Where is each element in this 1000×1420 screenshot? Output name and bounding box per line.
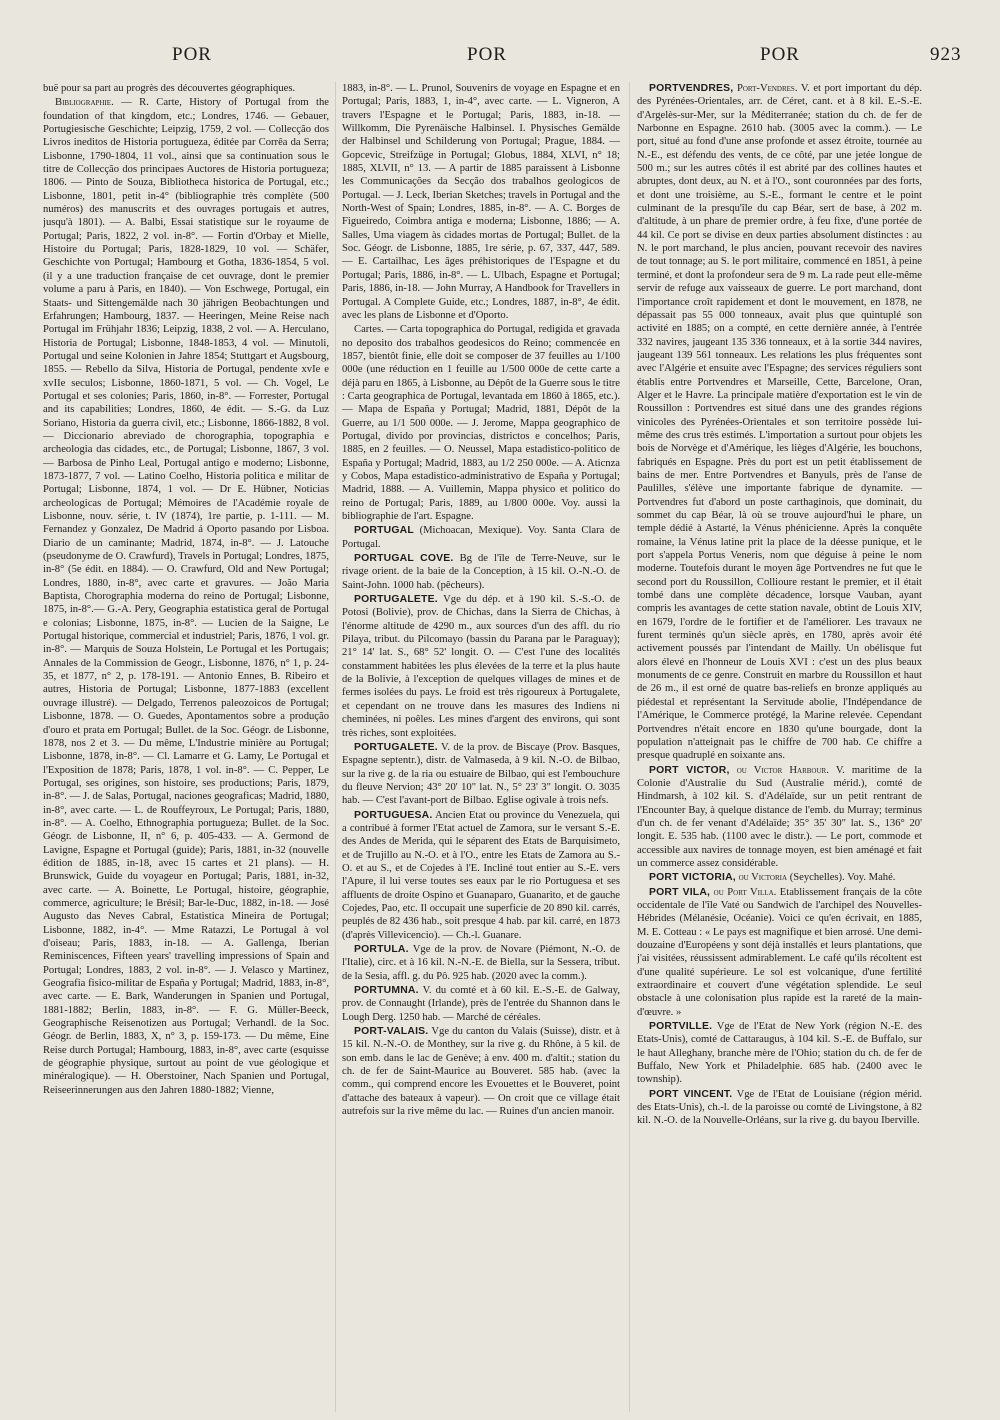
entry [637,1088,922,1128]
entry [637,886,922,1019]
entry-variant: ou Victor Harbour. [736,764,829,776]
paragraph: buë pour sa part au progrès des découvertes géographiques. [43,83,296,94]
column-right [637,82,922,1402]
column-middle [342,82,620,1402]
running-head [0,44,1000,74]
entry-text: V. et port important du dép. des Pyrénées-Orientales, arr. de Céret, cant. et à 8 kil. E.-S.-E. d'Argelès-sur-Mer, sur la Méditerranée; station du ch. de fer de Narbonne en Espagne. 2610 hab. (3005 avec la comm.). — Le port, situé au fond d'une anse profonde et assez étroite, tournée au N.-E., est défendu des vents, de ce côté, par une jetée longue de 500 m.; sur les autres côtés il est abrité par des collines hautes et abruptes, dont deux, au N. et à l'O., sont couronnées par des forts, et dont une troisième, au S.-E., formant le centre et le point culminant de la presqu'île du cap Béar, sert de base, à 202 m. d'altitude, à un phare de premier ordre, à feu fixe, d'une portée de 44 kil. Ce port se divise en deux parties absolument distinctes : au N. le port marchand, le plus ancien, pouvant recevoir des navires de tout tonnage; au S. le port militaire, commencé en 1851, à peine terminé, et dont la profondeur sera de 9 m. La rade peut elle-même servir de refuge aux vaisseaux de guerre. Le port marchand, dont l'importance croît rapidement et dont le mouvement, en 1878, ne dépassait pas 55 000 tonneaux, avait plus que quintuplé son activité en 1885; on a compté, en cette dernière année, à l'entrée 332 navires, jaugeant 135 336 tonneaux, et à la sortie 344 navires, jaugeant 139 561 tonneaux. Les relations les plus fréquentes sont avec l'Algérie et ensuite avec l'Espagne; des services réguliers sont établis entre Portvendres et Marseille, Cette, Barcelone, Oran, Alger et le Havre. La principale matière d'exportation est le vin de Roussillon : Portvendres est situé dans une des grandes régions vinicoles des Pyrénées-Orientales et son territoire possède lui-même des crus très estimés. L'importation a surtout pour objets les bois de Norvège et d'Amérique, les lièges d'Algérie, les bouchons, fabriqués en Espagne. Près du port est un petit établissement de bains de mer. Entre Portvendres et Banyuls, près de l'anse de Paulilles, s'élève une importante fabrique de dynamite. — Portvendres fut d'abord un poste carthaginois, que dominait, du sommet du cap Béar, là où se trouve aujourd'hui le phare, un temple dédié à Astarté, la Vénus phénicienne. Après la conquête romaine, la Vénus latine prit la place de la déesse punique, et le port s'appela Portus Veneris, nom que déguise à peine le nom moderne. Toutefois durant le moyen âge Portvendres ne fut que le second port du Roussillon, Collioure restant le premier, et il était tombé dans une complète décadence, lorsque Vauban, ayant compris les avantages de cette station navale, obtint de Louis XIV, en 1679, l'ordre de le fortifier et de l'améliorer. Les travaux ne furent terminés qu'un siècle après, en 1780, après avoir été activement poussés par l'intendant de Mailly. Un obélisque fut alors élevé en l'honneur de Louis XVI : c'est un des plus beaux monuments de ce genre. Construit en marbre du Roussillon et haut de 26 m., il est orné de quatre bas-reliefs en bronze appliqués au piédestal et représentant la Servitude abolie, l'Indépendance de l'Amérique, le Commerce protégé, la Marine relevée. Cependant Portvendres n'était encore en 1830 qu'une bourgade, dont la population n'atteignait pas le chiffre de 700 hab. Ce chiffre a presque quadruplé en soixante ans. [637,83,922,762]
entry-text: Ancien Etat ou province du Venezuela, qui a contribué à former l'Etat actuel de Zamora, sur le versant S.-E. des Andes de Merida, qui le séparent des Etats de Barquisimeto, et de Trujillo au N.-O. et à l'O., entre les Etats de Zamora au S.-O. et au S., et de Cojedes à l'E. Incliné tout entier au S.-E. vers l'Apure, il lui verse toutes ses eaux par le rio Portuguesa et ses affluents de droite Ospino et Guanaparo, Guanarito, et de gauche Cojedes, Pao, etc. Il occupait une superficie de 20 890 kil. carrés, peuplés de 82 436 hab., soit presque 4 hab. par kil. carré, en 1873 (d'après Villevicencio). — Ch.-l. Guanare. [342,809,620,941]
entry [637,1020,922,1087]
entry-text: (Seychelles). Voy. Mahé. [789,872,896,884]
entry-variant: Port-Vendres. [736,83,798,94]
entry [637,764,922,871]
entry-variant: ou Victoria [738,872,788,884]
entry-text: Etablissement français de la côte occidentale de l'île Vaté ou Sandwich de l'archipel des Nouvelles-Hébrides (Mélanésie, Océanie). Voici ce qu'en écrivait, en 1885, M. E. Cotteau : « Le pays est magnifique et bien arrosé. Une demi-douzaine d'Européens y sont déjà installés et leurs plantations, que j'ai visitées, réussissent admirablement. Le café qu'ils récoltent est d'une qualité supérieure. Le sol est volcanique, d'une fertilité extraordinaire et couvert d'une végétation splendide. Le seul obstacle à une colonisation plus rapide est la rareté de la main-d'œuvre. » [637,886,922,1018]
entry-text: V. du comté et à 60 kil. E.-S.-E. de Galway, prov. de Connaught (Irlande), près de l'entrée du Shannon dans le Lough Derg. 1250 hab. — Marché de céréales. [342,985,620,1023]
entry-text: V. maritime de la Colonie d'Australie du Sud (Australie mérid.), comté de Hindmarsh, à 102 kil. S. d'Adélaïde, sur un petit rentrant de l'Encounter Bay, à quelque distance de l'emb. du Murray; terminus d'un ch. de fer venant d'Adélaïde; 35° 35' 30" lat. S., 136° 20' longit. E. 535 hab. (1100 avec le distr.). — Le port, commode et accessible aux navires de tonnage moyen, est bien aménagé et fait un commerce assez considérable. [637,764,922,869]
column-divider [629,82,630,1412]
column-left [43,82,329,1402]
paragraph: 1883, in-8°. — L. Prunol, Souvenirs de voyage en Espagne et en Portugal; Paris, 1883, 1, in-4°, avec carte. — L. Vigneron, A travers l'Espagne et le Portugal; Paris, 1883, in-18. — Willkomm, Die Pyrenäische Halbinsel. I. Physisches Gemälde der Halbinsel und Schilderung von Portugal; Prague, 1884. — Gopcevic, Streifzüge in Portugal; Globus, 1884, XLVI, n° 18; 1885, XLVII, n° 13. — A partir de 1885 paraissent à Lisbonne les Communicações da Secção dos trabalhos geologicos de Portugal. — J. Leck, Iberian Sketches; travels in Portugal and the North-West of Spain; Londres, 1885, in-8°. — A. C. Borges de Figueiredo, Coimbra antiga e moderna; Lisbonne, 1886; — A. Salles, Uma viagem às cidades mortas de Portugal; Bullet. de la Soc. Géogr. de Lisbonne, 1885, 1re série, p. 67, 337, 447, 589. — E. Cartailhac, Les âges préhistoriques de l'Espagne et du Portugal; Paris, 1886, in-8°. — L. Ulbach, Espagne et Portugal; Paris, 1886, in-18. — John Murray, A Handbook for Travellers in Portugal. A Complete Guide, etc.; Londres, 1887, in-8°, 4e édit. avec les plans de Lisbonne et d'Oporto. [342,83,620,321]
entry [637,871,922,884]
entry-variant: ou Port Villa. [713,886,777,898]
entry [637,82,922,763]
entry-headword: PORTUGALETE. [354,741,438,753]
column-divider [335,82,336,1412]
entry-headword: PORT VICTORIA, [649,872,736,884]
maps-paragraph: Cartes. — Carta topographica do Portugal, redigida et gravada no deposito dos trabalhos geodesicos do Reino; commencée en 1857, bientôt finie, elle doit se composer de 37 feuilles au 1/100 000e (une réduction en 1 feuille au 1/500 000e de cette carte a déjà paru en 1865, à Lisbonne, au Dépôt de la Guerre sous le titre : Carta geographica de Portugal, levantada em 1860 à 1865, etc.). — Mapa de España y Portugal; Madrid, 1881, Dépôt de la Guerre, au 1/1 500 000e. — J. Jerome, Mappa geographico de Portugal, divido por provincias, districtos e concelhos; Paris, 1885, en 2 feuilles. — O. Neussel, Mapa estadistico-politico de España y Portugal; Madrid, 1883, au 1/2 250 000e. — A. Aticnza y Cobos, Mapa estadistico-administrativo de España y Portugal; Madrid, 1888. — A. Vuillemin, Mappa physico et politico do reino de Portugal; Paris, 1889, au 1/800 000e. Voy. aussi la bibliographie de l'art. Espagne. [342,324,620,522]
entry-headword: PORT VINCENT. [649,1088,733,1100]
running-head-center: POR [467,44,507,65]
entry [342,741,620,808]
entry-text: Vge du canton du Valais (Suisse), distr. et à 15 kil. N.-N.-O. de Monthey, sur la rive g. du Rhône, à 5 kil. de son emb. dans le lac de Genève; à env. 400 m. d'altit.; station du ch. de fer de Saint-Maurice au Bouveret. 585 hab. (avec la comm., qui comprend encore les Evouettes et le Bouveret, point d'attache des bateaux à vapeur). — On croit que ce village était autrefois sur la rive même du lac. — Ruines d'un ancien manoir. [342,1026,620,1118]
entry [342,809,620,942]
entry-headword: PORTUGAL COVE. [354,553,454,565]
entry-headword: PORT VILA, [649,886,711,898]
entry-text: (Michoacan, Mexique). Voy. Santa Clara de Portugal. [342,525,620,550]
entry-text: Bg de l'île de Terre-Neuve, sur le rivage orient. de la baie de la Conception, à 15 kil. O.-N.-O. de Saint-John. 1000 hab. (pêcheurs). [342,553,620,591]
entry-headword: PORTVENDRES, [649,83,734,94]
bibliography-paragraph [43,96,329,1097]
entry-headword: PORTUGALETE. [354,594,438,606]
entry [342,1025,620,1118]
running-head-right: POR [760,44,800,65]
entry [342,593,620,740]
entry [342,552,620,592]
page-number: 923 [930,44,962,65]
entry [342,984,620,1024]
entry [342,524,620,551]
entry-headword: PORTULA. [354,944,409,955]
entry-headword: PORTVILLE. [649,1021,713,1033]
entry-text: Vge de l'Etat de New York (région N.-E. des Etats-Unis), comté de Cattaraugus, à 104 kil. S.-E. de Buffalo, sur le haut Alleghany, branche mère de l'Ohio; station du ch. de fer de Buffalo, New York et Philadelphie. 685 hab. (2400 avec le township). [637,1021,922,1086]
entry-text: Vge du dép. et à 190 kil. S.-S.-O. de Potosi (Bolivie), prov. de Chichas, dans la Sierra de Chichas, à l'énorme altitude de 4290 m., aux sources d'un des affl. du rio Pilaya, tribut. du Pilcomayo (bassin du Parana par le Paraguay); 21° 14' lat. S., 68° 52' longit. O. — C'est l'une des localités constamment habitées les plus élevées de la terre et la plus haute de la Bolivie, à l'exception de quelques villages de mines et de fermes isolées du pays. Le froid est très rigoureux à Portugalete, et cependant on ne trouve dans les masures des Indiens ni cheminées, ni poêles. Les mines d'argent des environs, qui sont très riches, sont exploitées. [342,594,620,739]
entry-text: Vge de l'Etat de Louisiane (région mérid. des Etats-Unis), ch.-l. de la paroisse ou comté de Livingstone, à 82 kil. N.-O. de la Nouvelle-Orléans, sur la rive g. du bayou Iberville. [637,1088,922,1127]
entry-headword: PORTUGUESA. [354,809,433,821]
entry [342,943,620,983]
running-head-left: POR [172,44,212,65]
entry-text: V. de la prov. de Biscaye (Prov. Basques, Espagne septentr.), distr. de Valmaseda, à 9 kil. N.-O. de Bilbao, sur la rive g. de la ria ou estuaire de Bilbao, qui est l'embouchure du fleuve Nervion; 43° 20' 10" lat. N., 5° 23' 3" longit. O. 3035 hab. — C'est l'avant-port de Bilbao. Eglise ogivale à trois nefs. [342,741,620,807]
bibliography-text: — R. Carte, History of Portugal from the foundation of that kingdom, etc.; Londres, 1746. — Gebauer, Portugiesische Geschichte; Leipzig, 1759, 2 vol. — Collecção dos Livros ineditos de Historia portugueza, éditée par Corrêa da Serra; Lisbonne, 1790-1804, 11 vol., ainsi que sa continuation sous le titre de Collecção dos principaes Auctores de Historia portugueza; 1806. — Pinto de Souza, Bibliotheca historica de Portugal, etc.; Lisbonne, 1801, petit in-4° (bibliographie très complète (500 numéros) des manuscrits et des ouvrages portugais et autres, jusqu'à 1801). — A. Balbi, Essai statistique sur le royaume de Portugal; Paris, 1822, 2 vol. in-8°. — Fortin d'Orbay et Mielle, Histoire du Portugal; Paris, 1828-1829, 10 vol. — Schäfer, Geschichte von Portugal; Hambourg et Gotha, 1836-1854, 5 vol. (il y a une traduction française de cet ouvrage, dont le premier volume a paru à Paris, en 1840). — Von Eschwege, Portugal, ein Staats- und Sittengemälde nach 30 jährigen Beobachtungen und Erfahrungen; Hambourg, 1837. — Heeringen, Meine Reise nach Portugal im Frühjahr 1836; Leipzig, 1838, 2 vol. — A. Herculano, Historia de Portugal; Lisbonne, 1848-1853, 4 vol. — Minutoli, Portugal und seine Kolonien in Jahre 1854; Stuttgart et Augsbourg, 1855. — Rebello da Silva, Historia de Portugal, pendente xvIe e xvIIe seculos; Lisbonne, 1860-1871, 5 vol. — Ch. Vogel, Le Portugal et ses colonies; Paris, 1860, in-8°. — Forrester, Portugal and its capabilities; Londres, 1860, 4e édit. — S.-G. da Luz Soriano, Historia da guerra civil, etc.; Lisbonne, 1866-1882, 8 vol. — Diccionario abreviado de chorographia, topographia e archeologia das cidades, etc., de Portugal; Lisbonne, 1867, 3 vol. — Barbosa de Pinho Leal, Portugal antigo e moderno; Lisbonne, 1873-1877, 7 vol. — Latino Coelho, Historia politica e militar de Portugal; Lisbonne, 1874, 1 vol. — Dr E. Hübner, Noticias archeologicas de Portugal; Mémoires de l'Académie royale de Lisbonne, nouv. série, t. IV (1874), 1re partie, p. 1-111. — M. Fernandez y Gonzalez, De Madrid á Oporto pasando por Lisboa. Diario de un caminante; Madrid, 1874, in-8°. — J. Latouche (pseudonyme de O. Crawfurd), Travels in Portugal; Londres, 1875, in-8° (5e édit. en 1884). — O. Crawfurd, Old and New Portugal; Londres, 1880, in-8°, avec carte et gravures. — João Maria Baptista, Chorographia moderna do reino de Portugal; Lisbonne, 1875, in-8°.— G.-A. Pery, Geographia estatistica geral de Portugal e colonias; Lisbonne, 1875, in-8°. — Lucien de la Saigne, Le Portugal historique, commercial et industriel; Paris, 1876, 1 vol. gr. in-8°. — Marquis de Souza Holstein, Le Portugal et les Portugais; Annales de la Commission de Geogr., Lisbonne, 1876, n° 1, p. 24-35, et 1877, n° 2, p. 178-191. — Antonio Ennes, B. Ribeiro et autres, Historia de Portugal; Lisbonne, 1877-1883 (excellent ouvrage illustré). — Delgado, Terrenos paleozoicos de Portugal; Lisbonne, 1878. — O. Guedes, Apontamentos sobre a produção d'ouro et prata em Portugal; Bullet. de la Soc. Géogr. de Lisbonne, 1878, nos 2 et 3. — Du même, L'Industrie minière au Portugal; Lisbonne, 1878, in-8°. — Cl. Lamarre et G. Lamy, Le Portugal et l'Exposition de 1878; Paris, 1878, 1 vol. in-8°. — C. Pepper, Le Portugal, ses origines, son histoire, ses productions; Paris, 1879, in-8°. — J. de Salas, Portugal, naciones geograficas; Madrid, 1880, in-8°, avec carte. — L. de Rouffeyroux, Le Portugal; Paris, 1880, in-8°. — A. Coelho, Ethnographia portugueza; Bullet. de la Soc. Géogr. de Lisbonne, II, n° 6, p. 405-433. — A. Germond de Lavigne, Espagne et Portugal (guide); Paris, 1881, in-32 (nouvelle édition de 1885, in-18, avec 15 cartes et 21 plans). — H. Brunswick, Guide du voyageur en Portugal; Paris, 1881, in-32, avec carte. — A. Boinette, Le Portugal, histoire, géographie, commerce, agriculture; le Brésil; Bar-le-Duc, 1882, in-18. — José Augusto das Neves Cabral, Estatistica Mineira de Portugal; Lisbonne, 1882, in-4°. — Mme Ratazzi, Le Portugal à vol d'oiseau; Paris, 1883, in-18. — A. Gallenga, Iberian Reminiscences, Fifteen years' travelling impressions of Spain and Portugal; Londres, 1883, 2 vol. in-8°. — J. Velasco y Martinez, Geografia fisico-militar de España y Portugal; Madrid, 1883, in-8°, avec carte. — E. Bark, Wanderungen in Spanien und Portugal, 1881-1882; Berlin, 1883, in-8°. — F. G. Müller-Beeck, Geographische Reisenotizen aus Portugal; Verhandl. de la Soc. Géogr. de Berlin, 1883, X, n° 3, p. 159-173. — Du même, Eine Reise durch Portugal; Hambourg, 1883, in-8°, avec carte (esquisse de géographie physique, surtout au point de vue géologique et minéralogique). — H. Oberstoiner, Nach Spanien und Portugal, Reiseerinnerungen aus den Jahren 1880-1882; Vienne, [43,97,329,1096]
entry-text: Vge de la prov. de Novare (Piémont, N.-O. de l'Italie), circ. et à 16 kil. N.-N.-E. de Biella, sur la Sessera, tribut. de la Sesia, affl. g. du Pô. 925 hab. (2020 avec la comm.). [342,944,620,982]
bibliography-label: Bibliographie. [55,97,114,109]
entry-headword: PORT-VALAIS. [354,1026,429,1038]
entry-headword: PORT VICTOR, [649,764,730,776]
entry-headword: PORTUGAL [354,525,414,537]
entry-headword: PORTUMNA. [354,985,419,997]
